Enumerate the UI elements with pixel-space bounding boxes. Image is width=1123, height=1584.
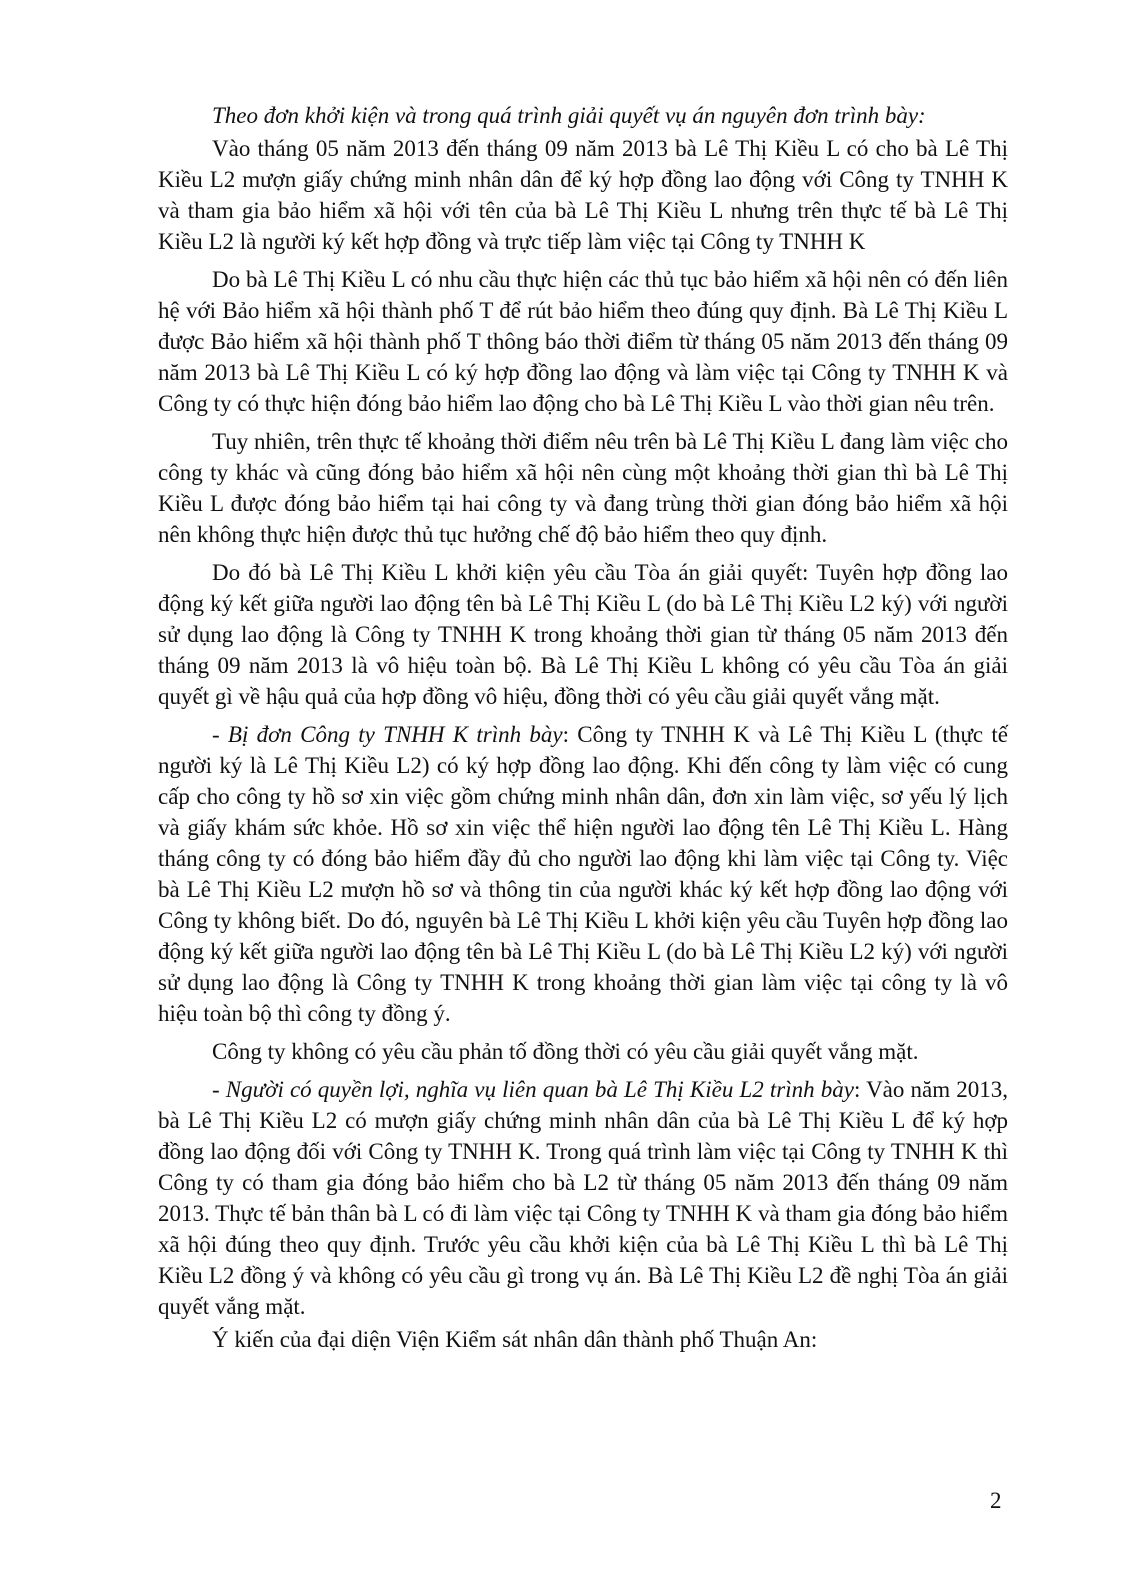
document-page (158, 100, 1008, 1362)
paragraph-procuracy-opinion: Ý kiến của đại diện Viện Kiểm sát nhân dân thành phố Thuận An: (212, 1327, 818, 1352)
section-heading: Theo đơn khởi kiện và trong quá trình giải quyết vụ án nguyên đơn trình bày: (212, 103, 926, 128)
related-party-body: : Vào năm 2013, bà Lê Thị Kiều L2 có mượn giấy chứng minh nhân dân của bà Lê Thị Kiều L để ký hợp đồng lao động đối với Công ty TNHH K. Trong quá trình làm việc tại Công ty TNHH K thì Công ty có tham gia đóng bảo hiểm cho bà L2 từ tháng 05 năm 2013 đến tháng 09 năm 2013. Thực tế bản thân bà L có đi làm việc tại Công ty TNHH K và tham gia đóng bảo hiểm xã hội đúng theo quy định. Trước yêu cầu khởi kiện của bà Lê Thị Kiều L thì bà Lê Thị Kiều L2 đồng ý và không có yêu cầu gì trong vụ án. Bà Lê Thị Kiều L2 đề nghị Tòa án giải quyết vắng mặt. (158, 1077, 1008, 1319)
paragraph-defendant-statement (158, 719, 1008, 1029)
defendant-statement-body: : Công ty TNHH K và Lê Thị Kiều L (thực tế người ký là Lê Thị Kiều L2) có ký hợp đồng lao động. Khi đến công ty làm việc có cung cấp cho công ty hồ sơ xin việc gồm chứng minh nhân dân, đơn xin làm việc, sơ yếu lý lịch và giấy khám sức khỏe. Hồ sơ xin việc thể hiện người lao động tên Lê Thị Kiều L. Hàng tháng công ty có đóng bảo hiểm đầy đủ cho người lao động khi làm việc tại Công ty. Việc bà Lê Thị Kiều L2 mượn hồ sơ và thông tin của người khác ký kết hợp đồng lao động với Công ty không biết. Do đó, nguyên bà Lê Thị Kiều L khởi kiện yêu cầu Tuyên hợp đồng lao động ký kết giữa người lao động tên bà Lê Thị Kiều L (do bà Lê Thị Kiều L2 ký) với người sử dụng lao động là Công ty TNHH K trong khoảng thời gian làm việc tại công ty là vô hiệu toàn bộ thì công ty đồng ý. (158, 722, 1008, 1026)
page-number: 2 (990, 1488, 1002, 1513)
paragraph-related-party-statement (158, 1074, 1008, 1322)
defendant-statement-lead: - Bị đơn Công ty TNHH K trình bày (212, 722, 563, 747)
paragraph-claim-request: Do đó bà Lê Thị Kiều L khởi kiện yêu cầu Tòa án giải quyết: Tuyên hợp đồng lao động ký kết giữa người lao động tên bà Lê Thị Kiều L (do bà Lê Thị Kiều L2 ký) với người sử dụng lao động là Công ty TNHH K trong khoảng thời gian từ tháng 05 năm 2013 đến tháng 09 năm 2013 là vô hiệu toàn bộ. Bà Lê Thị Kiều L không có yêu cầu Tòa án giải quyết gì về hậu quả của hợp đồng vô hiệu, đồng thời có yêu cầu giải quyết vắng mặt. (158, 560, 1008, 709)
paragraph-overlap-issue: Tuy nhiên, trên thực tế khoảng thời điểm nêu trên bà Lê Thị Kiều L đang làm việc cho công ty khác và cũng đóng bảo hiểm xã hội nên cùng một khoảng thời gian thì bà Lê Thị Kiều L được đóng bảo hiểm tại hai công ty và đang trùng thời gian đóng bảo hiểm xã hội nên không thực hiện được thủ tục hưởng chế độ bảo hiểm theo quy định. (158, 429, 1008, 547)
related-party-lead: - Người có quyền lợi, nghĩa vụ liên quan bà Lê Thị Kiều L2 trình bày (212, 1077, 854, 1102)
paragraph-no-counterclaim: Công ty không có yêu cầu phản tố đồng thời có yêu cầu giải quyết vắng mặt. (212, 1039, 919, 1064)
paragraph-plaintiff-statement: Vào tháng 05 năm 2013 đến tháng 09 năm 2013 bà Lê Thị Kiều L có cho bà Lê Thị Kiều L2 mượn giấy chứng minh nhân dân để ký hợp đồng lao động với Công ty TNHH K và tham gia bảo hiểm xã hội với tên của bà Lê Thị Kiều L nhưng trên thực tế bà Lê Thị Kiều L2 là người ký kết hợp đồng và trực tiếp làm việc tại Công ty TNHH K (158, 136, 1008, 254)
paragraph-insurance-notice: Do bà Lê Thị Kiều L có nhu cầu thực hiện các thủ tục bảo hiểm xã hội nên có đến liên hệ với Bảo hiểm xã hội thành phố T để rút bảo hiểm theo đúng quy định. Bà Lê Thị Kiều L được Bảo hiểm xã hội thành phố T thông báo thời điểm từ tháng 05 năm 2013 đến tháng 09 năm 2013 bà Lê Thị Kiều L có ký hợp đồng lao động và làm việc tại Công ty TNHH K và Công ty có thực hiện đóng bảo hiểm lao động cho bà Lê Thị Kiều L vào thời gian nêu trên. (158, 267, 1008, 416)
